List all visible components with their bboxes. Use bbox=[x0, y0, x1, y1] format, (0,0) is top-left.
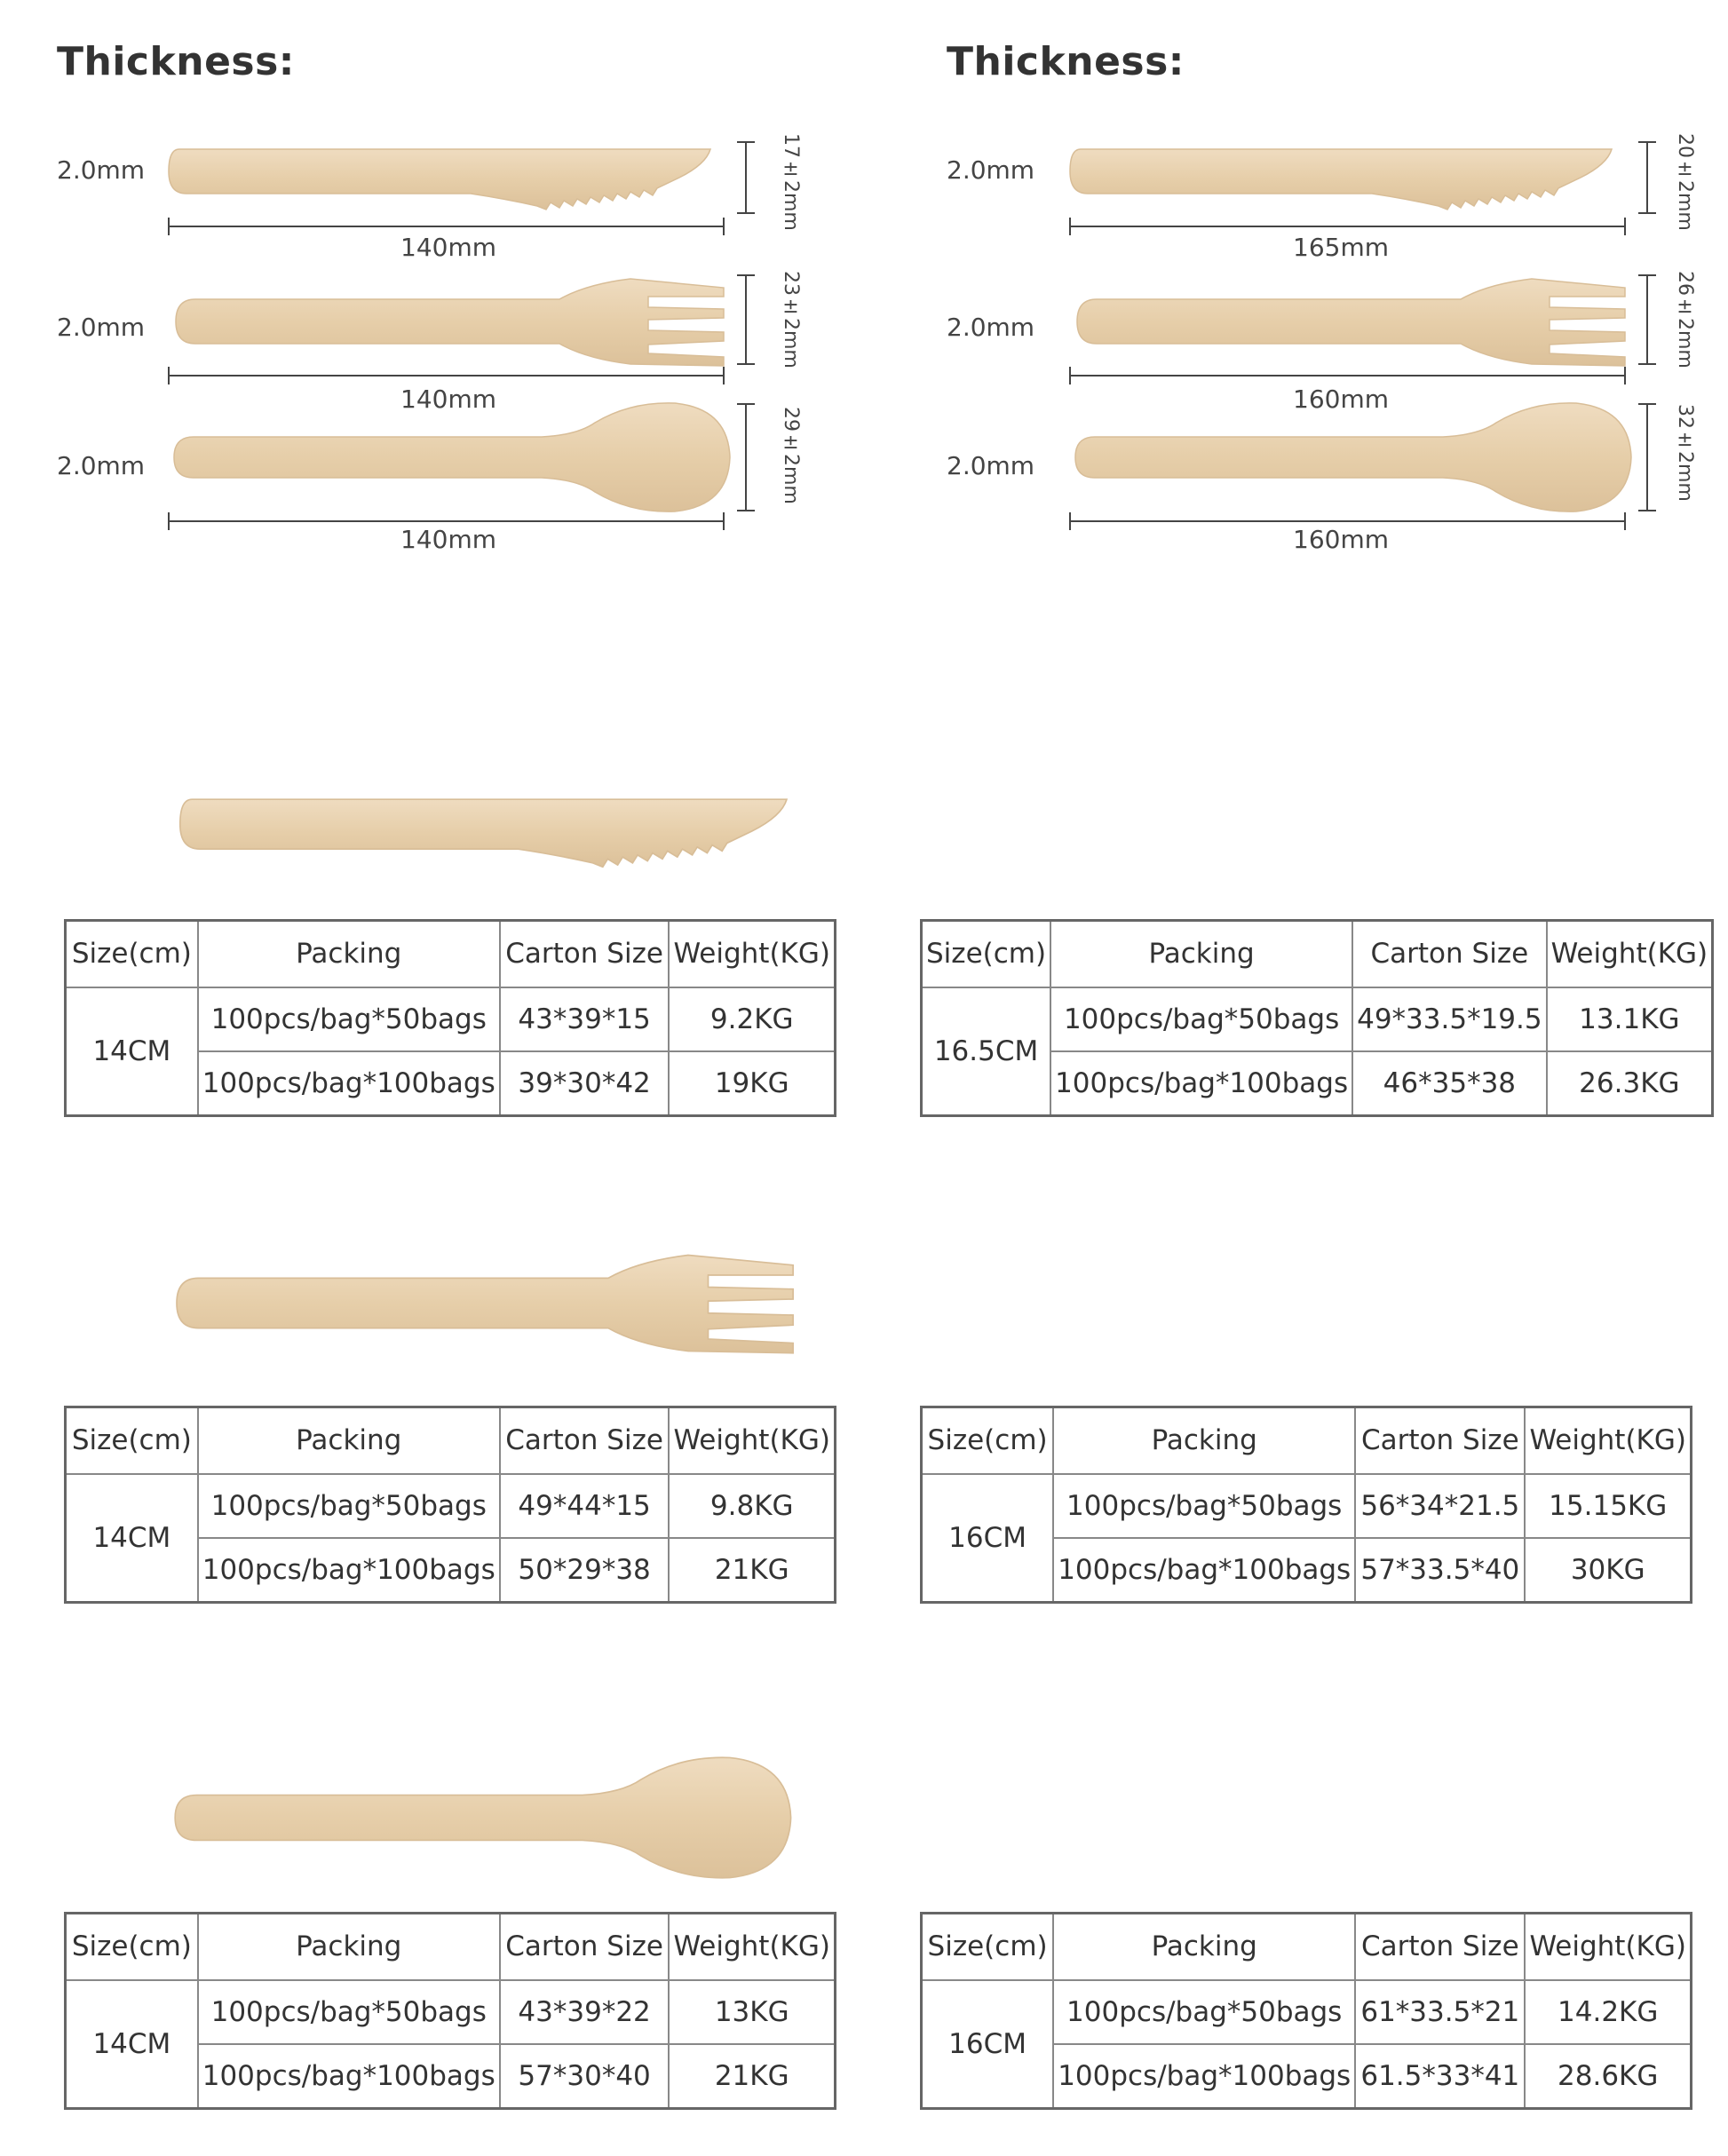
right-spoon-thickness: 2.0mm bbox=[947, 451, 1035, 480]
header-carton: Carton Size bbox=[1352, 921, 1547, 987]
header-carton: Carton Size bbox=[500, 921, 670, 987]
weight-cell: 13KG bbox=[669, 1980, 835, 2044]
right-knife-length-label: 165mm bbox=[1293, 233, 1389, 262]
header-size: Size(cm) bbox=[66, 1914, 198, 1980]
right-fork-image bbox=[1070, 268, 1638, 375]
header-packing: Packing bbox=[1053, 1914, 1355, 1980]
header-size: Size(cm) bbox=[922, 921, 1051, 987]
header-weight: Weight(KG) bbox=[669, 921, 835, 987]
header-carton: Carton Size bbox=[500, 1407, 670, 1474]
weight-cell: 19KG bbox=[669, 1051, 835, 1116]
carton-cell: 39*30*42 bbox=[500, 1051, 670, 1116]
knife-spec-table-14cm bbox=[64, 919, 836, 1117]
fork-spec-table-16cm bbox=[920, 1406, 1692, 1604]
right-spoon-length-label: 160mm bbox=[1293, 525, 1389, 554]
knife-spec-table-16-5cm bbox=[920, 919, 1714, 1117]
left-fork-length-label: 140mm bbox=[400, 384, 496, 414]
packing-cell: 100pcs/bag*100bags bbox=[198, 2044, 500, 2109]
left-fork-image bbox=[169, 268, 737, 375]
spoon-product-image bbox=[169, 1754, 799, 1882]
header-weight: Weight(KG) bbox=[669, 1914, 835, 1980]
left-spoon-width-label: 29±2mm bbox=[780, 407, 802, 504]
weight-cell: 28.6KG bbox=[1525, 2044, 1691, 2109]
left-knife-width-label: 17±2mm bbox=[780, 133, 802, 231]
carton-cell: 61*33.5*21 bbox=[1355, 1980, 1525, 2044]
packing-cell: 100pcs/bag*100bags bbox=[1053, 1538, 1355, 1603]
left-spoon-width-line bbox=[733, 400, 759, 515]
packing-cell: 100pcs/bag*100bags bbox=[198, 1051, 500, 1116]
right-fork-length-label: 160mm bbox=[1293, 384, 1389, 414]
left-fork-width-label: 23±2mm bbox=[780, 271, 802, 369]
left-heading: Thickness: bbox=[57, 39, 295, 84]
size-cell: 14CM bbox=[66, 1474, 198, 1603]
size-cell: 16CM bbox=[922, 1980, 1054, 2109]
header-size: Size(cm) bbox=[66, 921, 198, 987]
header-weight: Weight(KG) bbox=[669, 1407, 835, 1474]
weight-cell: 9.2KG bbox=[669, 987, 835, 1051]
spoon-spec-table-16cm bbox=[920, 1912, 1692, 2110]
header-size: Size(cm) bbox=[922, 1407, 1054, 1474]
packing-cell: 100pcs/bag*100bags bbox=[198, 1538, 500, 1603]
knife-product-image bbox=[169, 781, 808, 881]
size-cell: 16CM bbox=[922, 1474, 1054, 1603]
right-knife-thickness: 2.0mm bbox=[947, 155, 1035, 185]
header-packing: Packing bbox=[1050, 921, 1352, 987]
packing-cell: 100pcs/bag*50bags bbox=[1053, 1980, 1355, 2044]
header-weight: Weight(KG) bbox=[1525, 1914, 1691, 1980]
header-size: Size(cm) bbox=[66, 1407, 198, 1474]
left-fork-thickness: 2.0mm bbox=[57, 313, 146, 342]
right-knife-image bbox=[1061, 133, 1629, 222]
weight-cell: 9.8KG bbox=[669, 1474, 835, 1538]
header-weight: Weight(KG) bbox=[1547, 921, 1713, 987]
carton-cell: 49*33.5*19.5 bbox=[1352, 987, 1547, 1051]
carton-cell: 56*34*21.5 bbox=[1355, 1474, 1525, 1538]
left-knife-width-line bbox=[733, 138, 759, 218]
spoon-spec-table-14cm bbox=[64, 1912, 836, 2110]
header-carton: Carton Size bbox=[1355, 1407, 1525, 1474]
size-cell: 16.5CM bbox=[922, 987, 1051, 1116]
right-spoon-image bbox=[1070, 400, 1638, 515]
right-fork-width-line bbox=[1634, 271, 1661, 369]
left-knife-image bbox=[160, 133, 728, 222]
weight-cell: 15.15KG bbox=[1525, 1474, 1691, 1538]
fork-spec-table-14cm bbox=[64, 1406, 836, 1604]
header-packing: Packing bbox=[198, 921, 500, 987]
packing-cell: 100pcs/bag*50bags bbox=[1050, 987, 1352, 1051]
carton-cell: 43*39*22 bbox=[500, 1980, 670, 2044]
weight-cell: 14.2KG bbox=[1525, 1980, 1691, 2044]
header-packing: Packing bbox=[198, 1407, 500, 1474]
header-size: Size(cm) bbox=[922, 1914, 1054, 1980]
carton-cell: 49*44*15 bbox=[500, 1474, 670, 1538]
right-knife-width-line bbox=[1634, 138, 1661, 218]
carton-cell: 50*29*38 bbox=[500, 1538, 670, 1603]
size-cell: 14CM bbox=[66, 987, 198, 1116]
left-spoon-image bbox=[169, 400, 737, 515]
packing-cell: 100pcs/bag*50bags bbox=[1053, 1474, 1355, 1538]
left-knife-length-label: 140mm bbox=[400, 233, 496, 262]
right-knife-width-label: 20±2mm bbox=[1674, 133, 1696, 231]
right-spoon-width-label: 32±2mm bbox=[1674, 404, 1696, 502]
packing-cell: 100pcs/bag*50bags bbox=[198, 1474, 500, 1538]
carton-cell: 46*35*38 bbox=[1352, 1051, 1547, 1116]
carton-cell: 61.5*33*41 bbox=[1355, 2044, 1525, 2109]
weight-cell: 21KG bbox=[669, 2044, 835, 2109]
carton-cell: 57*33.5*40 bbox=[1355, 1538, 1525, 1603]
weight-cell: 13.1KG bbox=[1547, 987, 1713, 1051]
weight-cell: 26.3KG bbox=[1547, 1051, 1713, 1116]
header-carton: Carton Size bbox=[1355, 1914, 1525, 1980]
weight-cell: 21KG bbox=[669, 1538, 835, 1603]
header-carton: Carton Size bbox=[500, 1914, 670, 1980]
right-spoon-width-line bbox=[1634, 400, 1661, 515]
right-fork-width-label: 26±2mm bbox=[1674, 271, 1696, 369]
size-cell: 14CM bbox=[66, 1980, 198, 2109]
packing-cell: 100pcs/bag*100bags bbox=[1050, 1051, 1352, 1116]
packing-cell: 100pcs/bag*100bags bbox=[1053, 2044, 1355, 2109]
fork-product-image bbox=[169, 1243, 808, 1363]
header-packing: Packing bbox=[198, 1914, 500, 1980]
carton-cell: 43*39*15 bbox=[500, 987, 670, 1051]
right-fork-thickness: 2.0mm bbox=[947, 313, 1035, 342]
right-heading: Thickness: bbox=[947, 39, 1185, 84]
left-fork-width-line bbox=[733, 271, 759, 369]
left-spoon-thickness: 2.0mm bbox=[57, 451, 146, 480]
left-spoon-length-label: 140mm bbox=[400, 525, 496, 554]
carton-cell: 57*30*40 bbox=[500, 2044, 670, 2109]
packing-cell: 100pcs/bag*50bags bbox=[198, 987, 500, 1051]
header-weight: Weight(KG) bbox=[1525, 1407, 1691, 1474]
left-knife-thickness: 2.0mm bbox=[57, 155, 146, 185]
header-packing: Packing bbox=[1053, 1407, 1355, 1474]
packing-cell: 100pcs/bag*50bags bbox=[198, 1980, 500, 2044]
weight-cell: 30KG bbox=[1525, 1538, 1691, 1603]
